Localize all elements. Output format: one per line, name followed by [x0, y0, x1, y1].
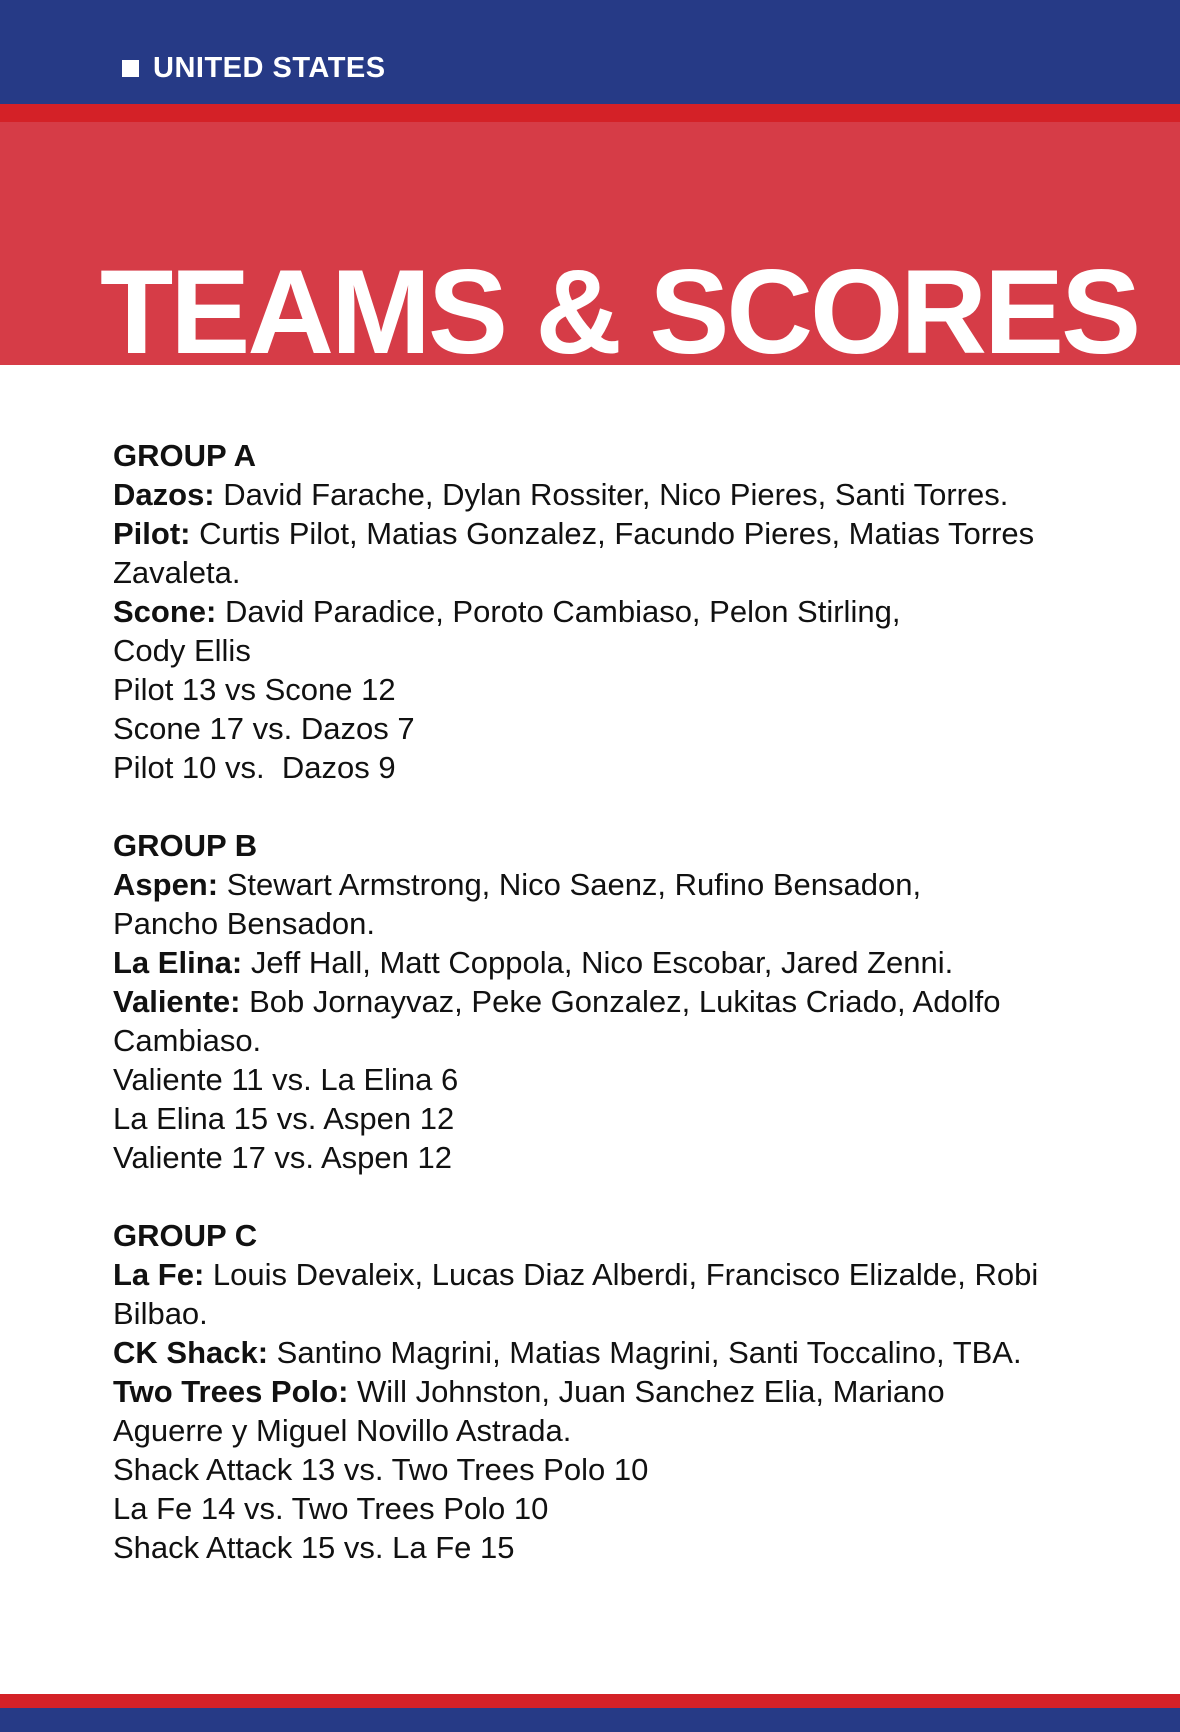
team-players: David Farache, Dylan Rossiter, Nico Pieres, Santi Torres. — [223, 477, 1009, 512]
team-name: La Fe: — [113, 1257, 205, 1292]
team-line — [113, 865, 993, 943]
team-name: Aspen: — [113, 867, 219, 902]
match-result: La Fe 14 vs. Two Trees Polo 10 — [113, 1491, 549, 1526]
team-players: Jeff Hall, Matt Coppola, Nico Escobar, Jared Zenni. — [250, 945, 954, 980]
bottom-blue-bar — [0, 1708, 1180, 1732]
group-c — [113, 1216, 1103, 1567]
title-band — [0, 122, 1180, 365]
team-name: La Elina: — [113, 945, 243, 980]
team-name: Scone: — [113, 594, 217, 629]
team-line — [113, 592, 973, 670]
team-name: Pilot: — [113, 516, 191, 551]
section-tag — [122, 48, 386, 88]
team-name: Valiente: — [113, 984, 241, 1019]
team-name: CK Shack: — [113, 1335, 269, 1370]
team-line — [113, 1255, 1103, 1333]
team-players: Louis Devaleix, Lucas Diaz Alberdi, Francisco Elizalde, Robi Bilbao. — [113, 1257, 1039, 1331]
team-players: Will Johnston, Juan Sanchez Elia, Mariano Aguerre y Miguel Novillo Astrada. — [113, 1374, 945, 1448]
square-bullet-icon — [122, 60, 139, 77]
section-label: UNITED STATES — [153, 51, 386, 84]
match-result: Pilot 13 vs Scone 12 — [113, 672, 396, 707]
team-line — [113, 514, 1103, 592]
match-result: Pilot 10 vs. Dazos 9 — [113, 750, 396, 785]
group-heading: GROUP A — [113, 438, 256, 473]
team-players: David Paradice, Poroto Cambiaso, Pelon Stirling, Cody Ellis — [113, 594, 901, 668]
match-result: La Elina 15 vs. Aspen 12 — [113, 1101, 455, 1136]
team-players: Santino Magrini, Matias Magrini, Santi Toccalino, TBA. — [276, 1335, 1022, 1370]
match-result: Shack Attack 15 vs. La Fe 15 — [113, 1530, 515, 1565]
page-title: TEAMS & SCORES — [100, 245, 1139, 365]
match-result: Valiente 17 vs. Aspen 12 — [113, 1140, 452, 1175]
group-heading: GROUP B — [113, 828, 258, 863]
match-result: Valiente 11 vs. La Elina 6 — [113, 1062, 459, 1097]
team-name: Dazos: — [113, 477, 215, 512]
red-stripe — [0, 104, 1180, 122]
team-line — [113, 1333, 1103, 1372]
group-a — [113, 436, 1103, 787]
team-line — [113, 982, 1103, 1060]
team-players: Curtis Pilot, Matias Gonzalez, Facundo Pieres, Matias Torres Zavaleta. — [113, 516, 1035, 590]
group-heading: GROUP C — [113, 1218, 258, 1253]
team-players: Stewart Armstrong, Nico Saenz, Rufino Bensadon, Pancho Bensadon. — [113, 867, 922, 941]
match-result: Shack Attack 13 vs. Two Trees Polo 10 — [113, 1452, 649, 1487]
groups-content — [113, 436, 1103, 1606]
team-players: Bob Jornayvaz, Peke Gonzalez, Lukitas Criado, Adolfo Cambiaso. — [113, 984, 1001, 1058]
team-line — [113, 1372, 1013, 1450]
team-line — [113, 943, 1103, 982]
team-line — [113, 475, 1103, 514]
top-bar — [0, 0, 1180, 104]
group-b — [113, 826, 1103, 1177]
match-result: Scone 17 vs. Dazos 7 — [113, 711, 415, 746]
bottom-red-stripe — [0, 1694, 1180, 1708]
team-name: Two Trees Polo: — [113, 1374, 349, 1409]
